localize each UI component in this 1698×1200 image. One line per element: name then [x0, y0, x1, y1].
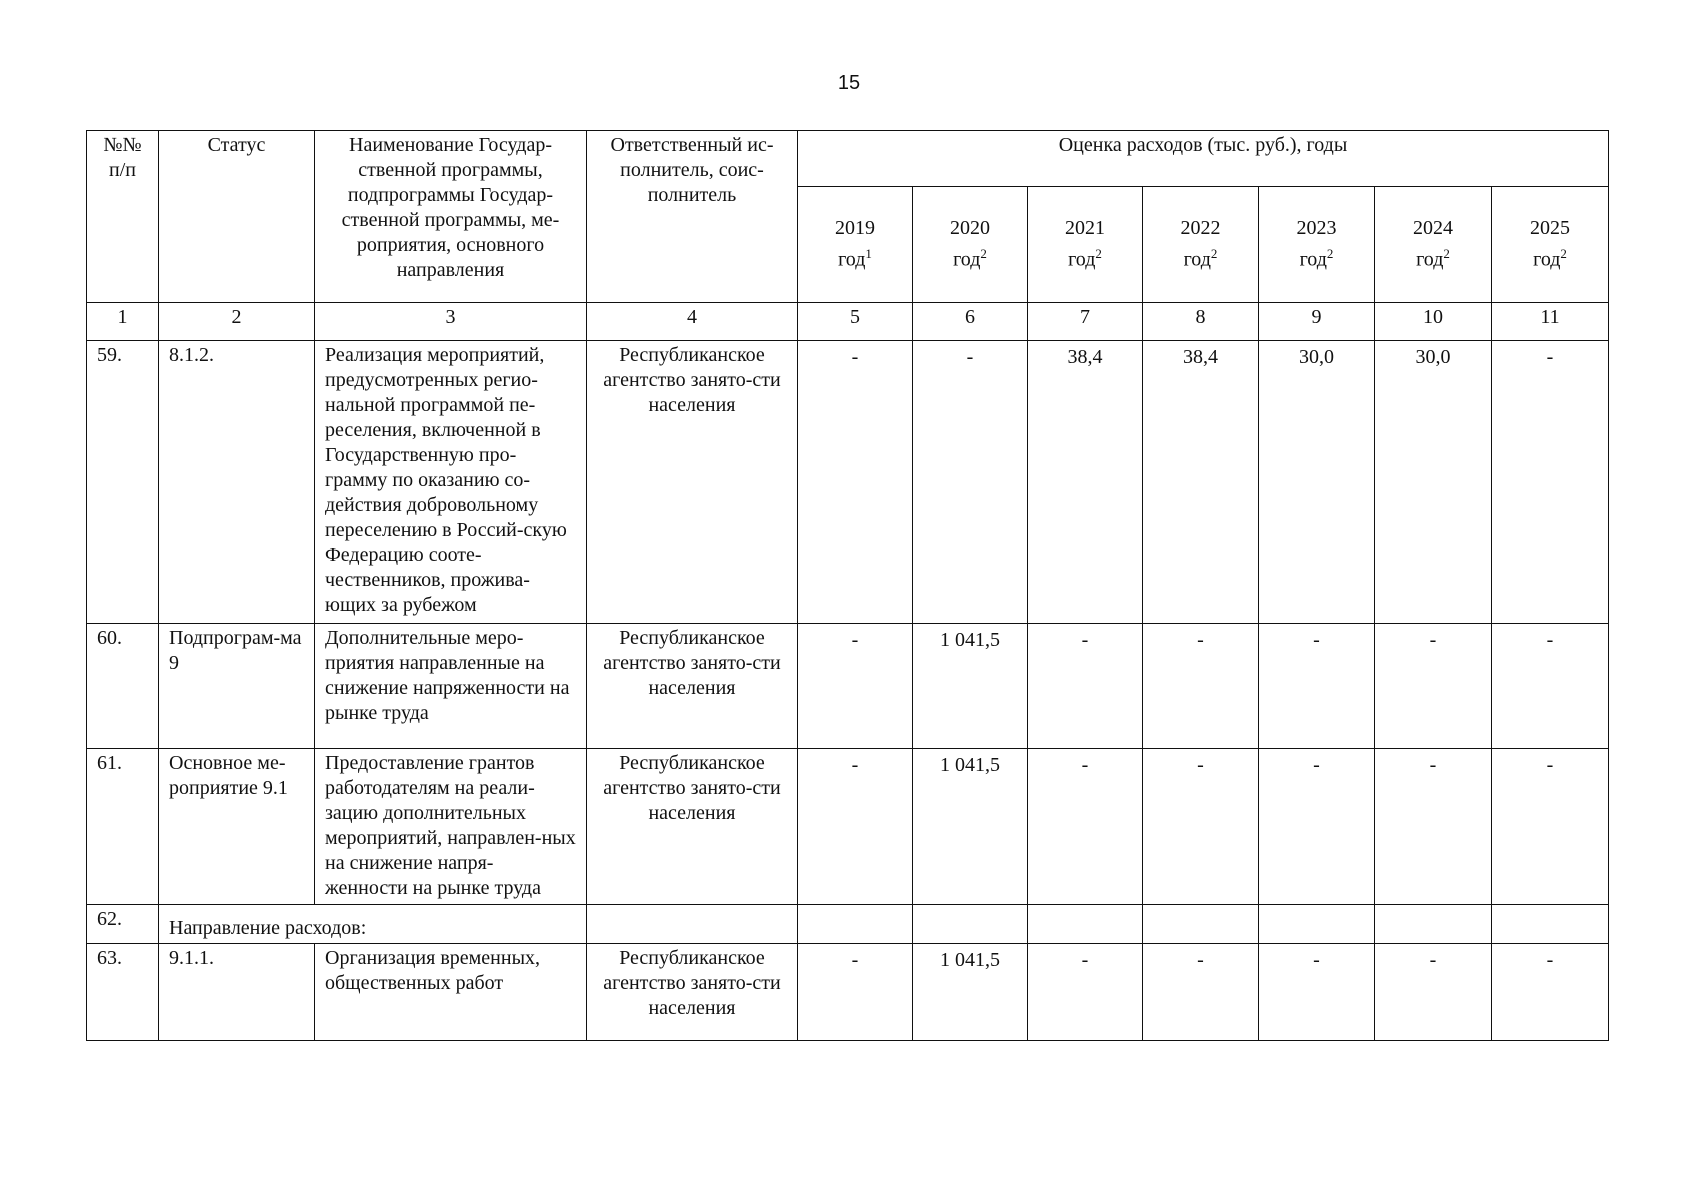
empty-cell [1028, 905, 1143, 944]
empty-cell [1375, 905, 1492, 944]
header-year-2022: 2022 год$^2$ [1143, 187, 1259, 303]
row-value: 1 041,5 [913, 624, 1028, 749]
row-value: - [798, 749, 913, 905]
row-name: Реализация мероприятий, предусмотренных регио-нальной программой пе-реселения, включенной в Государственную про-грамму по оказанию со-действия добровольному переселению в Россий-скую Федерацию соотe-чественников, прожива-ющих за рубежом [315, 341, 587, 624]
column-number: 5 [798, 303, 913, 341]
row-value: 1 041,5 [913, 749, 1028, 905]
row-value: - [1492, 944, 1609, 1041]
header-expenses-group: Оценка расходов (тыс. руб.), годы [798, 131, 1609, 187]
row-value: - [1259, 749, 1375, 905]
table-row [87, 944, 1609, 1041]
row-value: - [1492, 749, 1609, 905]
row-value: - [1028, 624, 1143, 749]
row-no: 61. [87, 749, 159, 905]
row-status: Основное ме-роприятие 9.1 [159, 749, 315, 905]
row-value: - [1259, 944, 1375, 1041]
row-name: Предоставление грантов работодателям на реали-зацию дополнительных мероприятий, направлен-ных на снижение напря-женности на рынке труда [315, 749, 587, 905]
empty-cell [1143, 905, 1259, 944]
column-number: 8 [1143, 303, 1259, 341]
row-value: - [1028, 749, 1143, 905]
header-executor: Ответственный ис-полнитель, соис-полнитель [587, 131, 798, 303]
row-status: 9.1.1. [159, 944, 315, 1041]
empty-cell [913, 905, 1028, 944]
empty-cell [1259, 905, 1375, 944]
empty-cell [587, 905, 798, 944]
table-row [87, 624, 1609, 749]
column-number: 6 [913, 303, 1028, 341]
row-no: 59. [87, 341, 159, 624]
row-value: - [798, 624, 913, 749]
section-label: Направление расходов: [159, 905, 587, 944]
column-number: 3 [315, 303, 587, 341]
row-no: 62. [87, 905, 159, 944]
column-number: 11 [1492, 303, 1609, 341]
row-executor: Республиканское агентство занято-сти населения [587, 749, 798, 905]
column-number: 7 [1028, 303, 1143, 341]
row-value: - [1143, 944, 1259, 1041]
column-numbers-row [87, 303, 1609, 341]
header-year-2023: 2023 год$^2$ [1259, 187, 1375, 303]
row-executor: Республиканское агентство занято-сти населения [587, 341, 798, 624]
column-number: 4 [587, 303, 798, 341]
row-status: 8.1.2. [159, 341, 315, 624]
table-row [87, 749, 1609, 905]
row-no: 60. [87, 624, 159, 749]
row-value: - [1143, 624, 1259, 749]
row-value: - [798, 944, 913, 1041]
column-number: 1 [87, 303, 159, 341]
column-number: 9 [1259, 303, 1375, 341]
row-value: - [1143, 749, 1259, 905]
header-year-2021: 2021 год$^2$ [1028, 187, 1143, 303]
row-value: - [1492, 341, 1609, 624]
row-value: 30,0 [1375, 341, 1492, 624]
section-row [87, 905, 1609, 944]
row-value: - [1028, 944, 1143, 1041]
header-year-2020: 2020 год$^2$ [913, 187, 1028, 303]
row-name: Дополнительные меро-приятия направленные на снижение напряженности на рынке труда [315, 624, 587, 749]
page-number: 15 [837, 72, 861, 94]
expenses-table [86, 130, 1609, 1041]
row-value: - [1375, 624, 1492, 749]
empty-cell [1492, 905, 1609, 944]
row-value: 30,0 [1259, 341, 1375, 624]
row-name: Организация временных, общественных работ [315, 944, 587, 1041]
column-number: 2 [159, 303, 315, 341]
row-status: Подпрограм-ма 9 [159, 624, 315, 749]
row-value: - [1259, 624, 1375, 749]
row-value: 38,4 [1028, 341, 1143, 624]
row-value: - [1492, 624, 1609, 749]
header-name: Наименование Государ-ственной программы, подпрограммы Государ-ственной программы, ме-роприятия, основного направления [315, 131, 587, 303]
row-value: - [798, 341, 913, 624]
row-no: 63. [87, 944, 159, 1041]
column-number: 10 [1375, 303, 1492, 341]
row-value: 1 041,5 [913, 944, 1028, 1041]
row-value: - [1375, 944, 1492, 1041]
header-no: №№ п/п [87, 131, 159, 303]
row-value: 38,4 [1143, 341, 1259, 624]
header-year-2024: 2024 год$^2$ [1375, 187, 1492, 303]
empty-cell [798, 905, 913, 944]
header-status: Статус [159, 131, 315, 303]
table-row [87, 341, 1609, 624]
header-year-2019: 2019 год$^1$ [798, 187, 913, 303]
row-executor: Республиканское агентство занято-сти населения [587, 944, 798, 1041]
row-value: - [913, 341, 1028, 624]
row-executor: Республиканское агентство занято-сти населения [587, 624, 798, 749]
row-value: - [1375, 749, 1492, 905]
header-year-2025: 2025 год$^2$ [1492, 187, 1609, 303]
